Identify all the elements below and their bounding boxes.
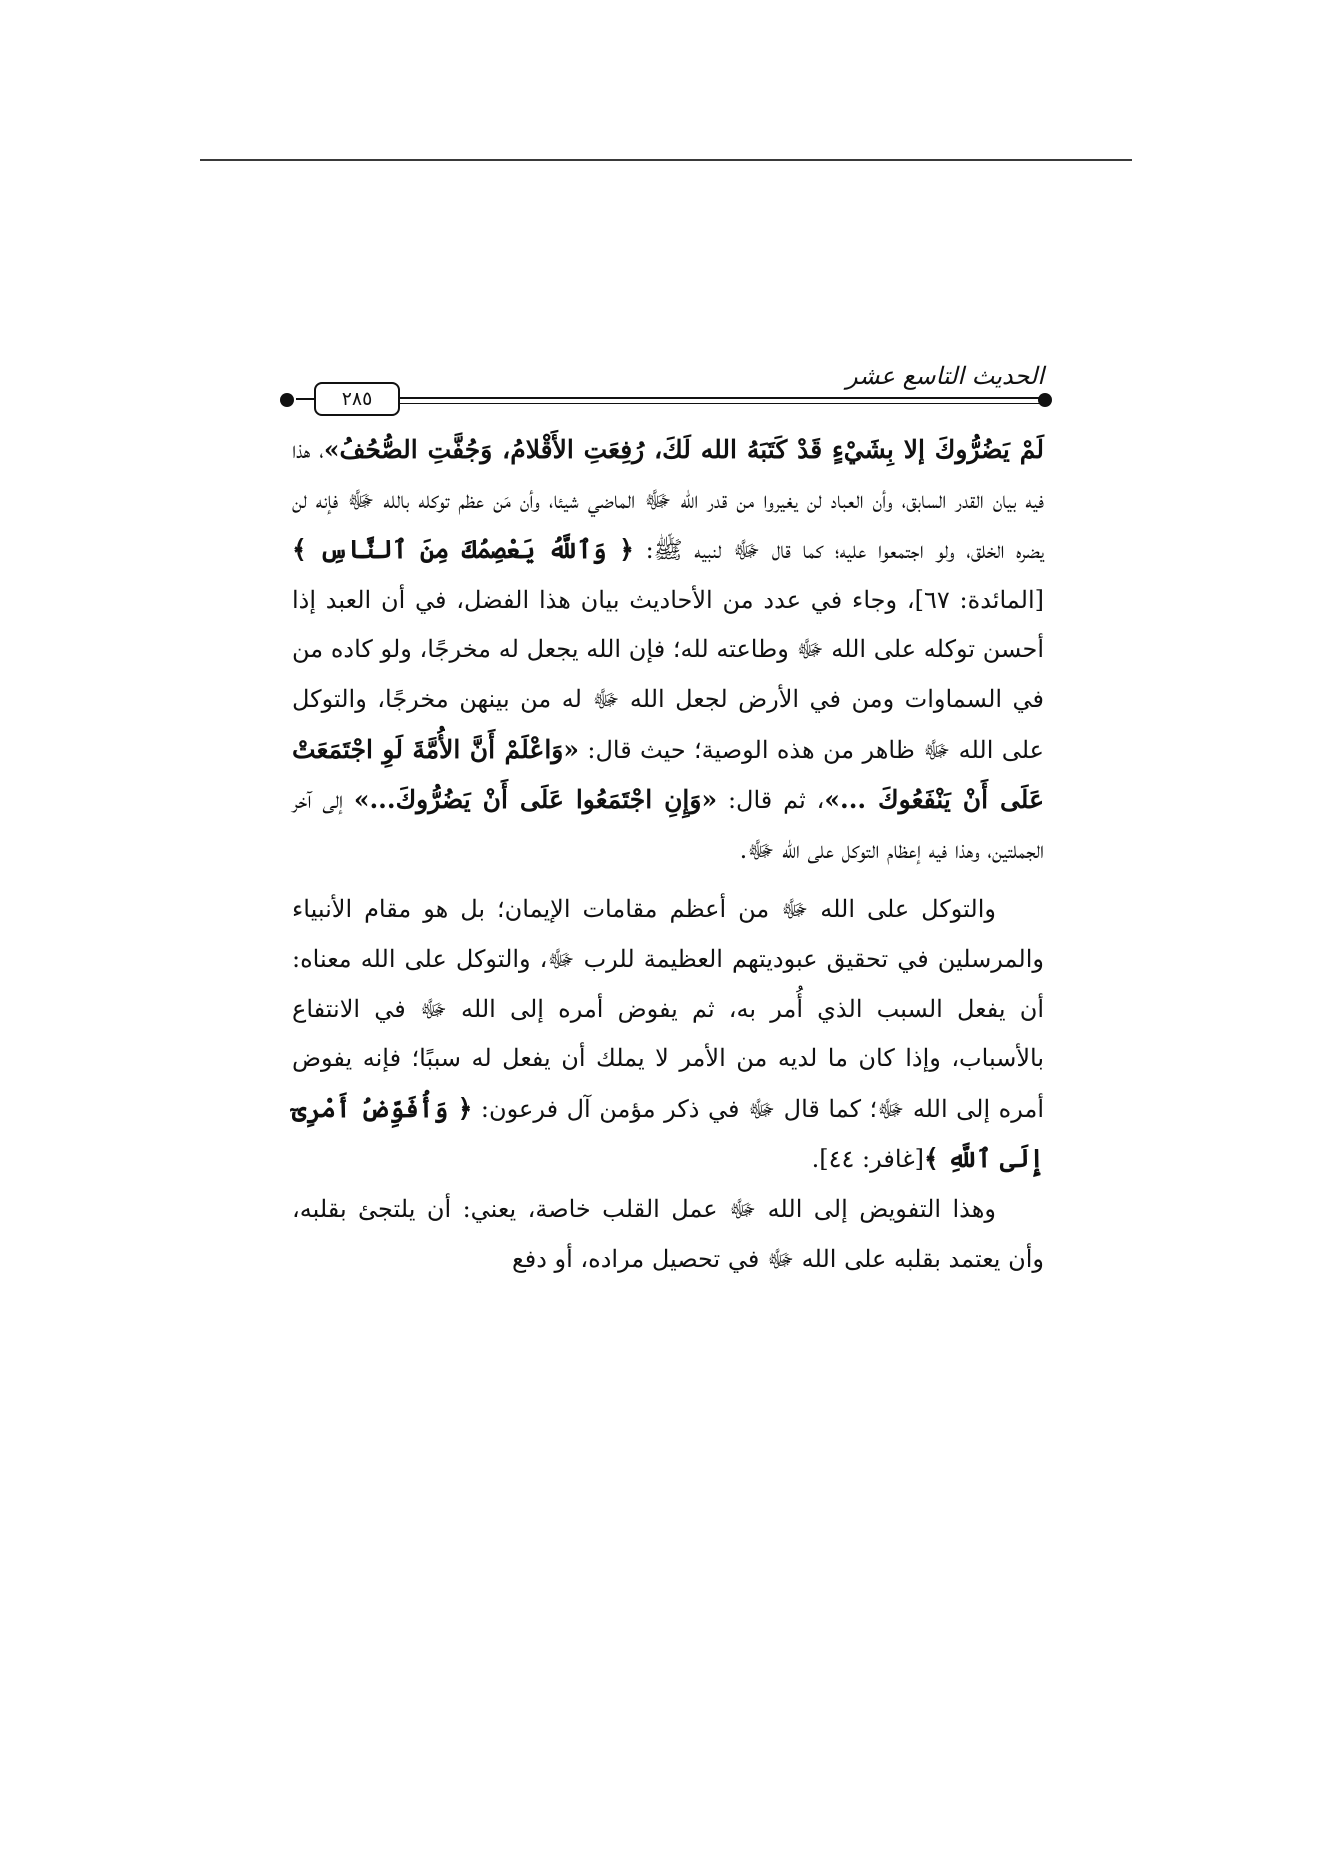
text-run: إلى آخر الجملتين، وهذا فيه إعظام التوكل على الله ﷻ. [292, 786, 1044, 864]
text-run: [غافر: ٤٤]. [811, 1145, 925, 1174]
text-run: ، هذا فيه بيان القدر السابق، وأن العباد لن يغيروا من قدر الله ﷻ الماضي شيئا، وأن مَن عظم توكله بالله ﷻ فإنه لن يضره الخلق، ولو اجتمعوا عليه؛ كما قال ﷻ لنبيه ﷺ: [292, 436, 1044, 565]
chapter-title: الحديث التاسع عشر [846, 362, 1044, 390]
hadith-quote: «وَإِنِ اجْتَمَعُوا عَلَى أَنْ يَضُرُّوكَ...» [353, 785, 718, 815]
header-rule-thin [398, 403, 1042, 404]
header-left-dot [280, 393, 294, 407]
text-run: والتوكل على الله ﷻ من أعظم مقامات الإيمان؛ بل هو مقام الأنبياء والمرسلين في تحقيق عبوديتهم العظيمة للرب ﷻ، والتوكل على الله معناه: أن يفعل السبب الذي أُمر به، ثم يفوض أمره إلى الله ﷻ في الانتفاع بالأسباب، وإذا كان ما لديه من الأمر لا يملك أن يفعل له سببًا؛ فإنه يفوض أمره إلى الله ﷻ؛ كما قال ﷻ في ذكر مؤمن آل فرعون: [292, 895, 1044, 1123]
quran-verse: ﴿ وَأُفَوِّضُ أَمْرِىٓ إِلَى ٱللَّهِ ﴾ [292, 1093, 1044, 1174]
header-right-dot [1038, 393, 1052, 407]
paragraph-1 [292, 425, 1044, 875]
paragraph-2 [292, 885, 1044, 1185]
quran-verse: ﴿ وَٱللَّهُ يَعْصِمُكَ مِنَ ٱلنَّاسِ ﴾ [292, 535, 634, 565]
header-rule [398, 397, 1042, 399]
text-run: ، ثم قال: [717, 786, 825, 815]
hadith-quote: لَمْ يَضُرُّوكَ إلا بِشَيْءٍ قَدْ كَتَبَهُ الله لَكَ، رُفِعَتِ الأَقْلامُ، وَجُفَّتِ الصُّحُفُ» [323, 435, 1045, 464]
paragraph-3 [292, 1185, 1044, 1284]
text-run: [المائدة: ٦٧]، وجاء في عدد من الأحاديث بيان هذا الفضل، في أن العبد إذا أحسن توكله على الله ﷻ وطاعته لله؛ فإن الله يجعل له مخرجًا، ولو كاده من في السماوات ومن في الأرض لجعل الله ﷻ له من بينهن مخرجًا، والتوكل على الله ﷻ ظاهر من هذه الوصية؛ حيث قال: [292, 585, 1045, 764]
text-run: وهذا التفويض إلى الله ﷻ عمل القلب خاصة، يعني: أن يلتجئ بقلبه، وأن يعتمد بقلبه على الله ﷻ في تحصيل مراده، أو دفع [292, 1194, 1044, 1273]
body-text [292, 425, 1044, 1284]
hadith-quote: «وَاعْلَمْ أَنَّ الأُمَّةَ لَوِ اجْتَمَعَتْ عَلَى أَنْ يَنْفَعُوكَ ...» [292, 734, 1044, 815]
top-rule [200, 159, 1132, 161]
page-header [280, 362, 1052, 432]
page-number: ٢٨٥ [314, 382, 400, 416]
